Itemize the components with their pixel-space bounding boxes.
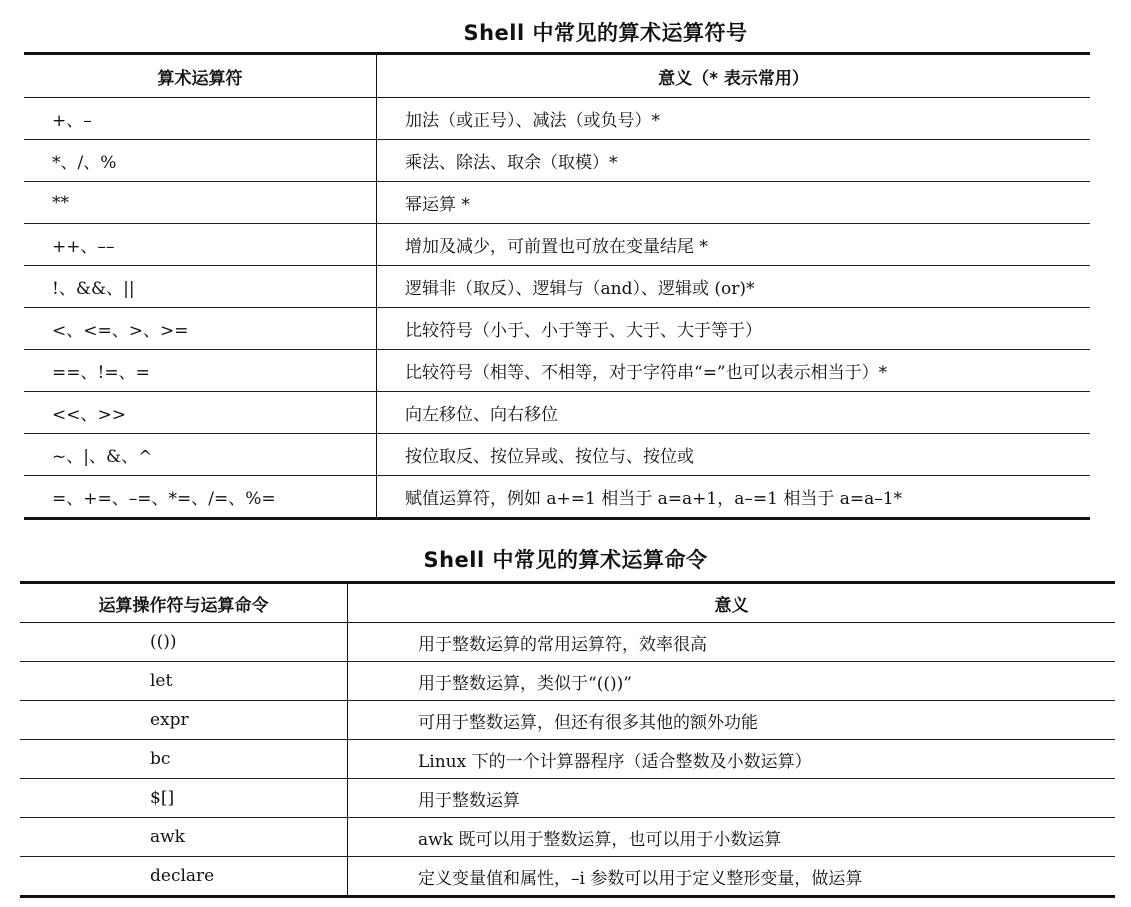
meaning-cell: 向左移位、向右移位 (377, 392, 1091, 434)
table-row (24, 350, 1090, 392)
meaning-cell: 幂运算 * (377, 182, 1091, 224)
column-header-meaning: 意义（* 表示常用） (377, 54, 1091, 98)
meaning-cell: 逻辑非（取反）、逻辑与（and）、逻辑或 (or)* (377, 266, 1091, 308)
arithmetic-commands-table (20, 581, 1115, 898)
operator-cell: ++、–– (24, 224, 377, 266)
table-row (24, 140, 1090, 182)
meaning-cell: 定义变量值和属性，–i 参数可以用于定义整形变量，做运算 (348, 857, 1116, 897)
operator-cell: *、/、% (24, 140, 377, 182)
arithmetic-commands-title: Shell 中常见的算术运算命令 (423, 548, 708, 572)
command-cell: bc (20, 740, 348, 779)
table-row (24, 392, 1090, 434)
table-row (24, 434, 1090, 476)
table-row (20, 740, 1115, 779)
meaning-cell: 增加及减少，可前置也可放在变量结尾 * (377, 224, 1091, 266)
command-cell: awk (20, 818, 348, 857)
column-header-meaning: 意义 (348, 583, 1116, 623)
meaning-cell: 用于整数运算，类似于“(())” (348, 662, 1116, 701)
table-row (20, 818, 1115, 857)
meaning-cell: 按位取反、按位异或、按位与、按位或 (377, 434, 1091, 476)
operator-cell: =、+=、–=、*=、/=、%= (52, 489, 276, 509)
operator-cell: ** (24, 182, 377, 224)
meaning-cell: Linux 下的一个计算器程序（适合整数及小数运算） (348, 740, 1116, 779)
meaning-cell: 乘法、除法、取余（取模）* (377, 140, 1091, 182)
column-header-command: 运算操作符与运算命令 (20, 583, 348, 623)
table-row (24, 98, 1090, 140)
operator-cell: !、&&、|| (24, 266, 377, 308)
table-row (24, 308, 1090, 350)
table-row (20, 701, 1115, 740)
operator-cell: <<、>> (24, 392, 377, 434)
column-header-operator: 算术运算符 (24, 54, 377, 98)
table-row (20, 779, 1115, 818)
table-header-row (24, 54, 1090, 98)
operator-cell: <、<=、>、>= (24, 308, 377, 350)
meaning-cell: 比较符号（小于、小于等于、大于、大于等于） (377, 308, 1091, 350)
table-row (24, 182, 1090, 224)
command-cell: expr (20, 701, 348, 740)
table-row (20, 857, 1115, 897)
table-header-row (20, 583, 1115, 623)
command-cell: declare (150, 866, 215, 886)
meaning-cell: 赋值运算符，例如 a+=1 相当于 a=a+1，a–=1 相当于 a=a–1* (377, 476, 1091, 519)
meaning-cell: awk 既可以用于整数运算，也可以用于小数运算 (348, 818, 1116, 857)
command-cell: let (20, 662, 348, 701)
arithmetic-operators-table (24, 52, 1090, 520)
meaning-cell: 可用于整数运算，但还有很多其他的额外功能 (348, 701, 1116, 740)
operator-cell: +、– (24, 98, 377, 140)
operator-cell: ~、|、&、^ (24, 434, 377, 476)
table-row (24, 266, 1090, 308)
operator-cell: ==、!=、= (24, 350, 377, 392)
table-row (24, 224, 1090, 266)
command-cell: $[] (20, 779, 348, 818)
meaning-cell: 加法（或正号）、减法（或负号）* (377, 98, 1091, 140)
table-row (20, 662, 1115, 701)
table-row (20, 623, 1115, 662)
command-cell: (()) (20, 623, 348, 662)
meaning-cell: 用于整数运算 (348, 779, 1116, 818)
arithmetic-operators-title: Shell 中常见的算术运算符号 (463, 21, 748, 45)
meaning-cell: 比较符号（相等、不相等，对于字符串“=”也可以表示相当于）* (377, 350, 1091, 392)
meaning-cell: 用于整数运算的常用运算符，效率很高 (348, 623, 1116, 662)
table-row (24, 476, 1090, 519)
